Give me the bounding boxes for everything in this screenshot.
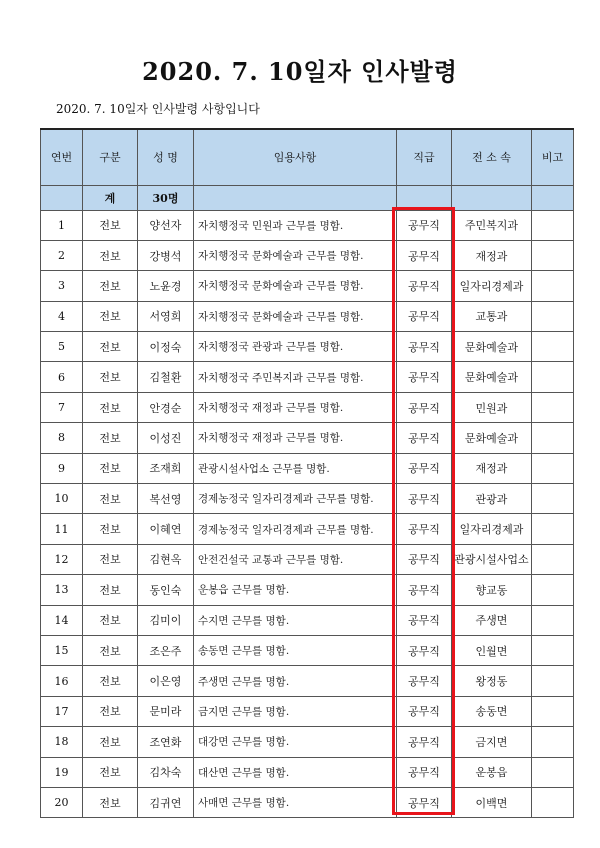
row-number: 9 [41,453,83,483]
row-name: 서영희 [138,301,194,331]
row-grade: 공무직 [397,635,452,665]
row-name: 김현옥 [138,544,194,574]
row-previous-dept: 향교동 [452,575,532,605]
table-row [41,210,574,240]
row-number: 1 [41,210,83,240]
row-previous-dept: 문화예술과 [452,332,532,362]
row-grade: 공무직 [397,666,452,696]
row-duty: 안전건설국 교통과 근무를 명함. [194,544,397,574]
row-name: 이은영 [138,666,194,696]
row-note [532,423,574,453]
table-row [41,575,574,605]
row-duty: 송동면 근무를 명함. [194,635,397,665]
table-row [41,392,574,422]
row-previous-dept: 재정과 [452,240,532,270]
row-note [532,271,574,301]
row-type: 전보 [83,635,138,665]
row-note [532,544,574,574]
summary-label: 계 [83,185,138,210]
row-type: 전보 [83,484,138,514]
row-type: 전보 [83,362,138,392]
row-note [532,484,574,514]
table-row [41,696,574,726]
row-duty: 자치행정국 문화예술과 근무를 명함. [194,271,397,301]
row-grade: 공무직 [397,727,452,757]
row-type: 전보 [83,666,138,696]
row-duty: 대강면 근무를 명함. [194,727,397,757]
row-grade: 공무직 [397,271,452,301]
row-note [532,605,574,635]
row-name: 강병석 [138,240,194,270]
row-number: 7 [41,392,83,422]
document-title: 2020. 7. 10일자 인사발령 [142,57,458,86]
table-row [41,423,574,453]
row-previous-dept: 운봉읍 [452,757,532,787]
row-number: 20 [41,787,83,817]
row-grade: 공무직 [397,514,452,544]
row-grade: 공무직 [397,787,452,817]
row-note [532,362,574,392]
row-number: 19 [41,757,83,787]
row-note [532,575,574,605]
row-number: 4 [41,301,83,331]
row-type: 전보 [83,605,138,635]
row-grade: 공무직 [397,332,452,362]
row-previous-dept: 민원과 [452,392,532,422]
summary-row [41,185,574,210]
row-duty: 자치행정국 재정과 근무를 명함. [194,392,397,422]
row-type: 전보 [83,423,138,453]
row-duty: 사매면 근무를 명함. [194,787,397,817]
row-type: 전보 [83,544,138,574]
row-previous-dept: 일자리경제과 [452,514,532,544]
row-grade: 공무직 [397,696,452,726]
header-name: 성 명 [138,129,194,185]
row-duty: 경제농정국 일자리경제과 근무를 명함. [194,484,397,514]
row-grade: 공무직 [397,484,452,514]
table-row [41,787,574,817]
row-duty: 자치행정국 문화예술과 근무를 명함. [194,240,397,270]
row-type: 전보 [83,392,138,422]
row-duty: 자치행정국 민원과 근무를 명함. [194,210,397,240]
table-row [41,635,574,665]
row-previous-dept: 문화예술과 [452,362,532,392]
table-row [41,301,574,331]
row-previous-dept: 재정과 [452,453,532,483]
row-name: 문미라 [138,696,194,726]
row-type: 전보 [83,271,138,301]
row-note [532,787,574,817]
row-type: 전보 [83,240,138,270]
row-type: 전보 [83,696,138,726]
table-header-row [41,129,574,185]
personnel-table [40,128,574,818]
row-type: 전보 [83,757,138,787]
row-name: 김미이 [138,605,194,635]
table-row [41,727,574,757]
row-note [532,332,574,362]
row-number: 5 [41,332,83,362]
row-duty: 관광시설사업소 근무를 명함. [194,453,397,483]
row-name: 복선영 [138,484,194,514]
row-note [532,240,574,270]
row-duty: 자치행정국 문화예술과 근무를 명함. [194,301,397,331]
row-previous-dept: 관광시설사업소 [452,544,532,574]
row-name: 조연화 [138,727,194,757]
header-prev: 전 소 속 [452,129,532,185]
row-number: 11 [41,514,83,544]
row-name: 이성진 [138,423,194,453]
header-duty: 임용사항 [194,129,397,185]
row-number: 12 [41,544,83,574]
table-row [41,666,574,696]
row-type: 전보 [83,514,138,544]
row-duty: 자치행정국 관광과 근무를 명함. [194,332,397,362]
row-note [532,453,574,483]
row-duty: 자치행정국 주민복지과 근무를 명함. [194,362,397,392]
row-name: 안경순 [138,392,194,422]
row-name: 김귀연 [138,787,194,817]
row-number: 16 [41,666,83,696]
row-grade: 공무직 [397,210,452,240]
row-note [532,514,574,544]
row-number: 17 [41,696,83,726]
row-duty: 운봉읍 근무를 명함. [194,575,397,605]
row-grade: 공무직 [397,362,452,392]
row-number: 2 [41,240,83,270]
row-type: 전보 [83,332,138,362]
row-previous-dept: 이백면 [452,787,532,817]
row-number: 8 [41,423,83,453]
row-grade: 공무직 [397,423,452,453]
row-number: 6 [41,362,83,392]
row-name: 이혜연 [138,514,194,544]
row-name: 조재희 [138,453,194,483]
table-row [41,544,574,574]
summary-count: 30명 [138,185,194,210]
row-number: 13 [41,575,83,605]
row-type: 전보 [83,727,138,757]
row-note [532,210,574,240]
row-number: 3 [41,271,83,301]
row-number: 18 [41,727,83,757]
row-duty: 금지면 근무를 명함. [194,696,397,726]
header-note: 비고 [532,129,574,185]
row-grade: 공무직 [397,544,452,574]
row-type: 전보 [83,453,138,483]
table-row [41,240,574,270]
row-type: 전보 [83,787,138,817]
row-name: 조은주 [138,635,194,665]
row-previous-dept: 왕정동 [452,666,532,696]
row-grade: 공무직 [397,392,452,422]
table-row [41,362,574,392]
row-note [532,727,574,757]
row-grade: 공무직 [397,301,452,331]
row-grade: 공무직 [397,605,452,635]
table-row [41,484,574,514]
row-note [532,696,574,726]
table-row [41,453,574,483]
table-row [41,757,574,787]
table-row [41,514,574,544]
row-duty: 경제농정국 일자리경제과 근무를 명함. [194,514,397,544]
row-note [532,301,574,331]
row-name: 양선자 [138,210,194,240]
row-type: 전보 [83,210,138,240]
row-note [532,392,574,422]
row-note [532,635,574,665]
row-duty: 주생면 근무를 명함. [194,666,397,696]
row-name: 김철환 [138,362,194,392]
row-grade: 공무직 [397,240,452,270]
row-previous-dept: 인월면 [452,635,532,665]
row-type: 전보 [83,575,138,605]
row-duty: 자치행정국 재정과 근무를 명함. [194,423,397,453]
document-subtitle: 2020. 7. 10일자 인사발령 사항입니다 [56,102,260,116]
header-type: 구분 [83,129,138,185]
row-grade: 공무직 [397,575,452,605]
row-previous-dept: 송동면 [452,696,532,726]
row-note [532,757,574,787]
row-number: 15 [41,635,83,665]
row-previous-dept: 주민복지과 [452,210,532,240]
row-name: 김차숙 [138,757,194,787]
table-row [41,605,574,635]
header-no: 연번 [41,129,83,185]
row-previous-dept: 금지면 [452,727,532,757]
row-grade: 공무직 [397,453,452,483]
table-row [41,271,574,301]
row-number: 14 [41,605,83,635]
row-grade: 공무직 [397,757,452,787]
row-previous-dept: 문화예술과 [452,423,532,453]
header-grade: 직급 [397,129,452,185]
table-row [41,332,574,362]
row-duty: 수지면 근무를 명함. [194,605,397,635]
row-previous-dept: 교통과 [452,301,532,331]
row-note [532,666,574,696]
row-previous-dept: 관광과 [452,484,532,514]
row-number: 10 [41,484,83,514]
row-name: 동인숙 [138,575,194,605]
row-type: 전보 [83,301,138,331]
row-previous-dept: 주생면 [452,605,532,635]
row-name: 노윤경 [138,271,194,301]
row-name: 이정숙 [138,332,194,362]
row-duty: 대산면 근무를 명함. [194,757,397,787]
row-previous-dept: 일자리경제과 [452,271,532,301]
